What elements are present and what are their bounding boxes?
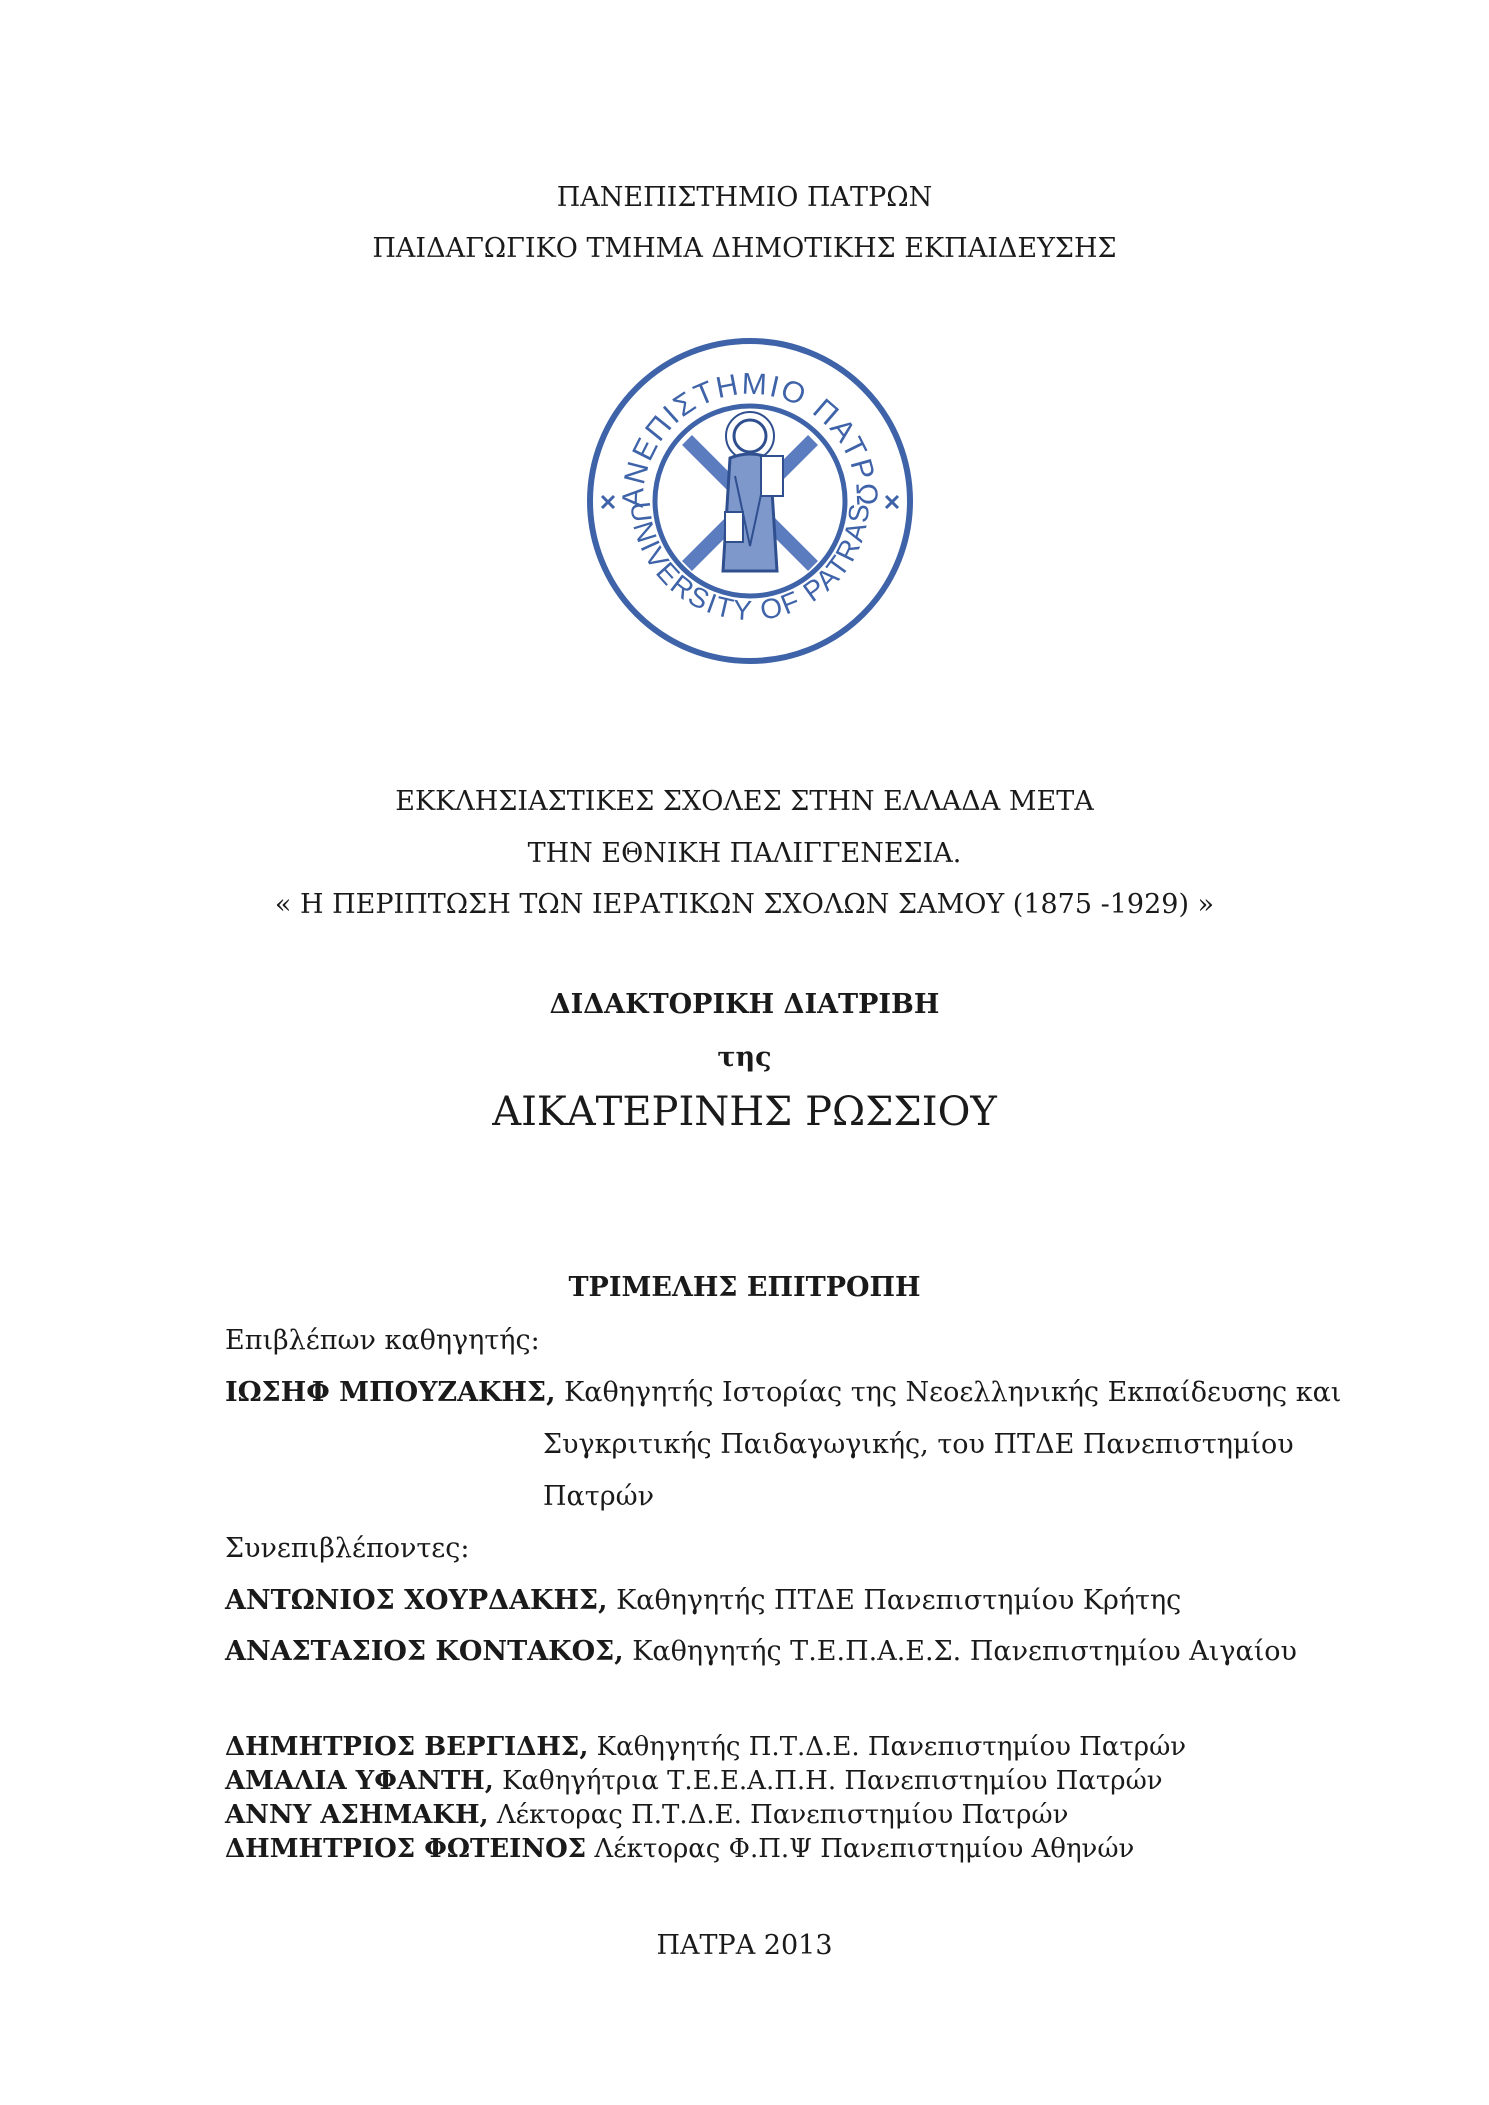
examiner-row (225, 1836, 1134, 1862)
university-name: ΠΑΝΕΠΙΣΤΗΜΙΟ ΠΑΤΡΩΝ (556, 182, 933, 213)
examiner-row (225, 1768, 1163, 1794)
cosupervisors-label: Συνεπιβλέποντες: (225, 1533, 470, 1564)
cosupervisor-name: ΑΝΑΣΤΑΣΙΟΣ ΚΟΝΤΑΚΟΣ, (225, 1636, 624, 1667)
department-name: ΠΑΙΔΑΓΩΓΙΚΟ ΤΜΗΜΑ ΔΗΜΟΤΙΚΗΣ ΕΚΠΑΙΔΕΥΣΗΣ (372, 233, 1117, 264)
supervisor-role-line-3: Πατρών (543, 1481, 655, 1512)
supervisor-role: Καθηγητής Ιστορίας της Νεοελληνικής Εκπαίδευσης και (564, 1377, 1342, 1408)
committee-heading: ΤΡΙΜΕΛΗΣ ΕΠΙΤΡΟΠΗ (568, 1272, 921, 1303)
seal-graphic (585, 336, 915, 666)
seal-bottom-text: UNIVERSITY OF PATRAS (624, 500, 876, 627)
university-seal (585, 336, 915, 666)
seal-left-cross (602, 496, 614, 508)
seal-right-cross (886, 496, 898, 508)
cosupervisor-row (225, 1587, 1181, 1614)
cosupervisor-role: Καθηγητής ΠΤΔΕ Πανεπιστημίου Κρήτης (616, 1585, 1182, 1616)
supervisor-label: Επιβλέπων καθηγητής: (225, 1325, 540, 1356)
thesis-title-line-2: ΤΗΝ ΕΘΝΙΚΗ ΠΑΛΙΓΓΕΝΕΣΙΑ. (527, 838, 962, 869)
cosupervisor-name: ΑΝΤΩΝΙΟΣ ΧΟΥΡΔΑΚΗΣ, (225, 1585, 608, 1616)
thesis-type: ΔΙΔΑΚΤΟΡΙΚΗ ΔΙΑΤΡΙΒΗ (549, 989, 940, 1020)
thesis-title-line-3: « Η ΠΕΡΙΠΤΩΣΗ ΤΩΝ ΙΕΡΑΤΙΚΩΝ ΣΧΟΛΩΝ ΣΑΜΟΥ (1875 -1929) » (274, 889, 1215, 920)
supervisor-role-line-2: Συγκριτικής Παιδαγωγικής, του ΠΤΔΕ Πανεπιστημίου (543, 1429, 1294, 1460)
examiner-name: ΑΝΝΥ ΑΣΗΜΑΚΗ, (225, 1800, 489, 1830)
examiner-role: Λέκτορας Π.Τ.Δ.Ε. Πανεπιστημίου Πατρών (496, 1800, 1069, 1830)
examiner-name: ΔΗΜΗΤΡΙΟΣ ΦΩΤΕΙΝΟΣ (225, 1834, 587, 1864)
cosupervisor-role: Καθηγητής Τ.Ε.Π.Α.Ε.Σ. Πανεπιστημίου Αιγαίου (632, 1636, 1297, 1667)
examiner-name: ΑΜΑΛΙΑ ΥΦΑΝΤΗ, (225, 1766, 494, 1796)
seal-top-text: ΑΝΕΠΙΣΤΗΜΙΟ ΠΑΤΡΩ (616, 367, 884, 509)
supervisor-name: ΙΩΣΗΦ ΜΠΟΥΖΑΚΗΣ, (225, 1377, 556, 1408)
examiner-role: Λέκτορας Φ.Π.Ψ Πανεπιστημίου Αθηνών (594, 1834, 1135, 1864)
examiner-role: Καθηγήτρια Τ.Ε.Ε.Α.Π.Η. Πανεπιστημίου Πατρών (502, 1766, 1163, 1796)
cosupervisor-row (225, 1638, 1297, 1665)
place-year: ΠΑΤΡΑ 2013 (656, 1930, 833, 1961)
examiner-row (225, 1734, 1186, 1760)
examiner-row (225, 1802, 1068, 1828)
thesis-title-line-1: ΕΚΚΛΗΣΙΑΣΤΙΚΕΣ ΣΧΟΛΕΣ ΣΤΗΝ ΕΛΛΑΔΑ ΜΕΤΑ (395, 786, 1094, 817)
examiner-name: ΔΗΜΗΤΡΙΟΣ ΒΕΡΓΙΔΗΣ, (225, 1732, 589, 1762)
author-name: ΑΙΚΑΤΕΡΙΝΗΣ ΡΩΣΣΙΟΥ (492, 1089, 997, 1135)
examiner-role: Καθηγητής Π.Τ.Δ.Ε. Πανεπιστημίου Πατρών (596, 1732, 1187, 1762)
supervisor-row (225, 1379, 1341, 1406)
thesis-of: της (717, 1042, 772, 1073)
saint-figure (687, 412, 813, 571)
